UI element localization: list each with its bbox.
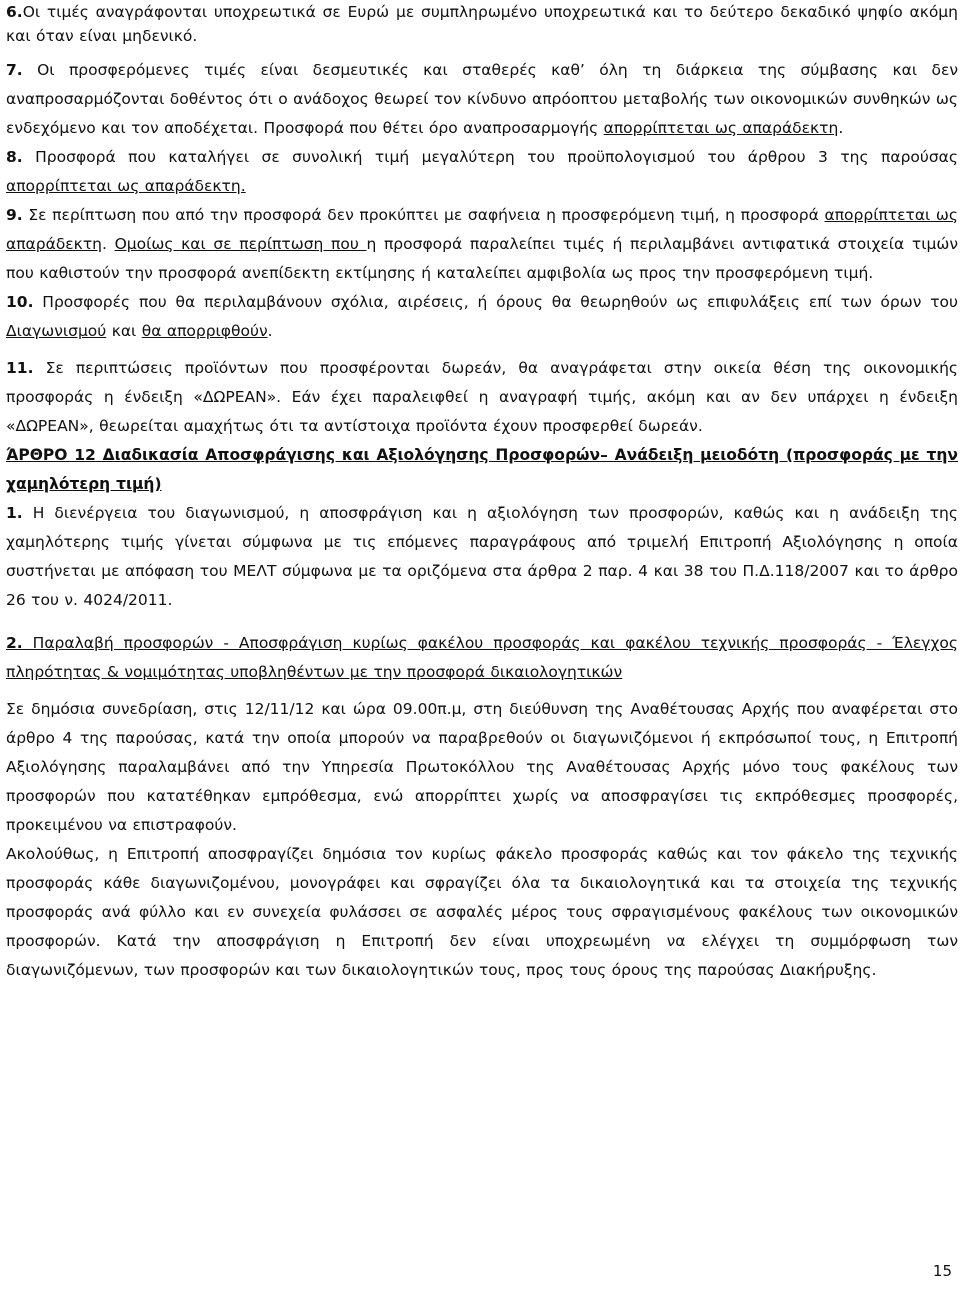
article-12-heading: ΆΡΘΡΟ 12 Διαδικασία Αποσφράγισης και Αξιολόγησης Προσφορών– Ανάδειξη μειοδότη (προσφοράς με την χαμηλότερη τιμή) [6, 446, 958, 493]
paragraph-number: 6. [6, 3, 23, 21]
paragraph-10: 10. Προσφορές που θα περιλαμβάνουν σχόλια, αιρέσεις, ή όρους θα θεωρηθούν ως επιφυλάξεις επί των όρων του Διαγωνισμού και θα απορριφθούν. [6, 293, 958, 340]
underlined-text: Ομοίως και σε περίπτωση που [114, 235, 367, 253]
paragraph-text: Σε περίπτωση που από την προσφορά δεν προκύπτει με σαφήνεια η προσφερόμενη τιμή, η προσφορά [28, 206, 825, 224]
paragraph-number: 9. [6, 206, 23, 224]
article-paragraph-2-title [6, 629, 958, 687]
paragraph-number: 7. [6, 61, 23, 79]
paragraph-8 [6, 143, 958, 201]
paragraph-9: 9. Σε περίπτωση που από την προσφορά δεν προκύπτει με σαφήνεια η προσφερόμενη τιμή, η προσφορά απορρίπτεται ως απαράδεκτη. Ομοίως και σε περίπτωση που η προσφορά παραλείπει τιμές ή περιλαμβάνει αντιφατικά στοιχεία τιμών που καθιστούν την προσφορά ανεπίδεκτη εκτίμησης ή καταλείπει αμφιβολία ως προς την προσφερόμενη τιμή. [6, 206, 959, 282]
section-title: Παραλαβή προσφορών - Αποσφράγιση κυρίως φακέλου προσφοράς και φακέλου τεχνικής προσφοράς - Έλεγχος πληρότητας & νομιμότητας υποβληθέντων με την προσφορά δικαιολογητικών [6, 634, 958, 681]
paragraph-text: Σε περιπτώσεις προϊόντων που προσφέρονται δωρεάν, θα αναγράφεται στην οικεία θέση της οικονομικής προσφοράς η ένδειξη «ΔΩΡΕΑΝ». Εάν έχει παραλειφθεί η αναγραφή τιμής, ακόμη και αν δεν υπάρχει η ένδειξη «ΔΩΡΕΑΝ», θεωρείται αμαχήτως ότι τα αντίστοιχα προϊόντα έχουν προσφερθεί δωρεάν. [6, 359, 958, 435]
article-paragraph-2-body-continued: Ακολούθως, η Επιτροπή αποσφραγίζει δημόσια τον κυρίως φάκελο προσφοράς καθώς και τον φάκελο της τεχνικής προσφοράς κάθε διαγωνιζομένου, μονογράφει και σφραγίζει όλα τα δικαιολογητικά και τα στοιχεία της τεχνικής προσφοράς ανά φύλλο και εν συνεχεία φυλάσσει σε ασφαλές μέρος τους σφραγισμένους φακέλους των οικονομικών προσφορών. Κατά την αποσφράγιση η Επιτροπή δεν είναι υποχρεωμένη να ελέγχει τη συμμόρφωση των διαγωνιζόμενων, των προσφορών και των δικαιολογητικών τους, προς τους όρους της παρούσας Διακήρυξης. [6, 845, 958, 979]
paragraph-number: 2. [6, 634, 23, 652]
paragraph-number: 8. [6, 148, 23, 166]
article-paragraph-2-body: Σε δημόσια συνεδρίαση, στις 12/11/12 και ώρα 09.00π.μ, στη διεύθυνση της Αναθέτουσας Αρχής που αναφέρεται στο άρθρο 4 της παρούσας, κατά την οποία μπορούν να παραβρεθούν οι διαγωνιζόμενοι ή εκπρόσωποί τους, η Επιτροπή Αξιολόγησης παραλαμβάνει από την Υπηρεσία Πρωτοκόλλου της Αναθέτουσας Αρχής μόνο τους φακέλους των προσφορών που κατατέθηκαν εμπρόθεσμα, ενώ απορρίπτει χωρίς να αποσφραγίσει τις εκπρόθεσμες προσφορές, προκειμένου να επιστραφούν. [6, 700, 958, 834]
underlined-text: απορρίπτεται ως απαράδεκτη [603, 119, 839, 137]
underlined-text: απορρίπτεται ως απαράδεκτη. [6, 177, 246, 195]
underlined-text: απορρίπτεται ως απαράδεκτη [6, 206, 958, 253]
paragraph-text: Προσφορά που καταλήγει σε συνολική τιμή μεγαλύτερη του προϋπολογισμού του άρθρου 3 της παρούσας [35, 148, 958, 166]
underlined-text: Διαγωνισμού [6, 322, 107, 340]
paragraph-text: Οι τιμές αναγράφονται υποχρεωτικά σε Ευρώ με συμπληρωμένο υποχρεωτικά και το δεύτερο δεκαδικό ψηφίο ακόμη και όταν είναι μηδενικό. [6, 3, 958, 45]
paragraph-number: 11. [6, 359, 34, 377]
paragraph-6 [6, 0, 958, 48]
paragraph-7: 7. Οι προσφερόμενες τιμές είναι δεσμευτικές και σταθερές καθ’ όλη τη διάρκεια της σύμβασης και δεν αναπροσαρμόζονται δοθέντος ότι ο ανάδοχος θεωρεί τον κίνδυνο απρόοπτου μεταβολής των οικονομικών συνθηκών ως ενδεχόμενο και τον αποδέχεται. Προσφορά που θέτει όρο αναπροσαρμογής απορρίπτεται ως απαράδεκτη. [6, 61, 958, 137]
document-page [6, 0, 958, 985]
article-paragraph-1 [6, 499, 958, 615]
paragraph-number: 10. [6, 293, 34, 311]
paragraph-text: Προσφορές που θα περιλαμβάνουν σχόλια, αιρέσεις, ή όρους θα θεωρηθούν ως επιφυλάξεις επί των όρων του [42, 293, 958, 311]
paragraph-text: Οι προσφερόμενες τιμές είναι δεσμευτικές και σταθερές καθ’ όλη τη διάρκεια της σύμβασης και δεν αναπροσαρμόζονται δοθέντος ότι ο ανάδοχος θεωρεί τον κίνδυνο απρόοπτου μεταβολής των οικονομικών συνθηκών ως ενδεχόμενο και τον αποδέχεται. Προσφορά που θέτει όρο αναπροσαρμογής [6, 61, 958, 137]
paragraph-text: Η διενέργεια του διαγωνισμού, η αποσφράγιση και η αξιολόγηση των προσφορών, καθώς και η ανάδειξη της χαμηλότερης τιμής γίνεται σύμφωνα με τις επόμενες παραγράφους από τριμελή Επιτροπή Αξιολόγησης η οποία συστήνεται με απόφαση του ΜΕΛΤ σύμφωνα με τα οριζόμενα στα άρθρα 2 παρ. 4 και 38 του Π.Δ.118/2007 και το άρθρο 26 του ν. 4024/2011. [6, 504, 958, 609]
underlined-text: θα απορριφθούν [141, 322, 268, 340]
paragraph-11 [6, 354, 958, 441]
page-number: 15 [932, 1262, 952, 1280]
paragraph-number: 1. [6, 504, 23, 522]
